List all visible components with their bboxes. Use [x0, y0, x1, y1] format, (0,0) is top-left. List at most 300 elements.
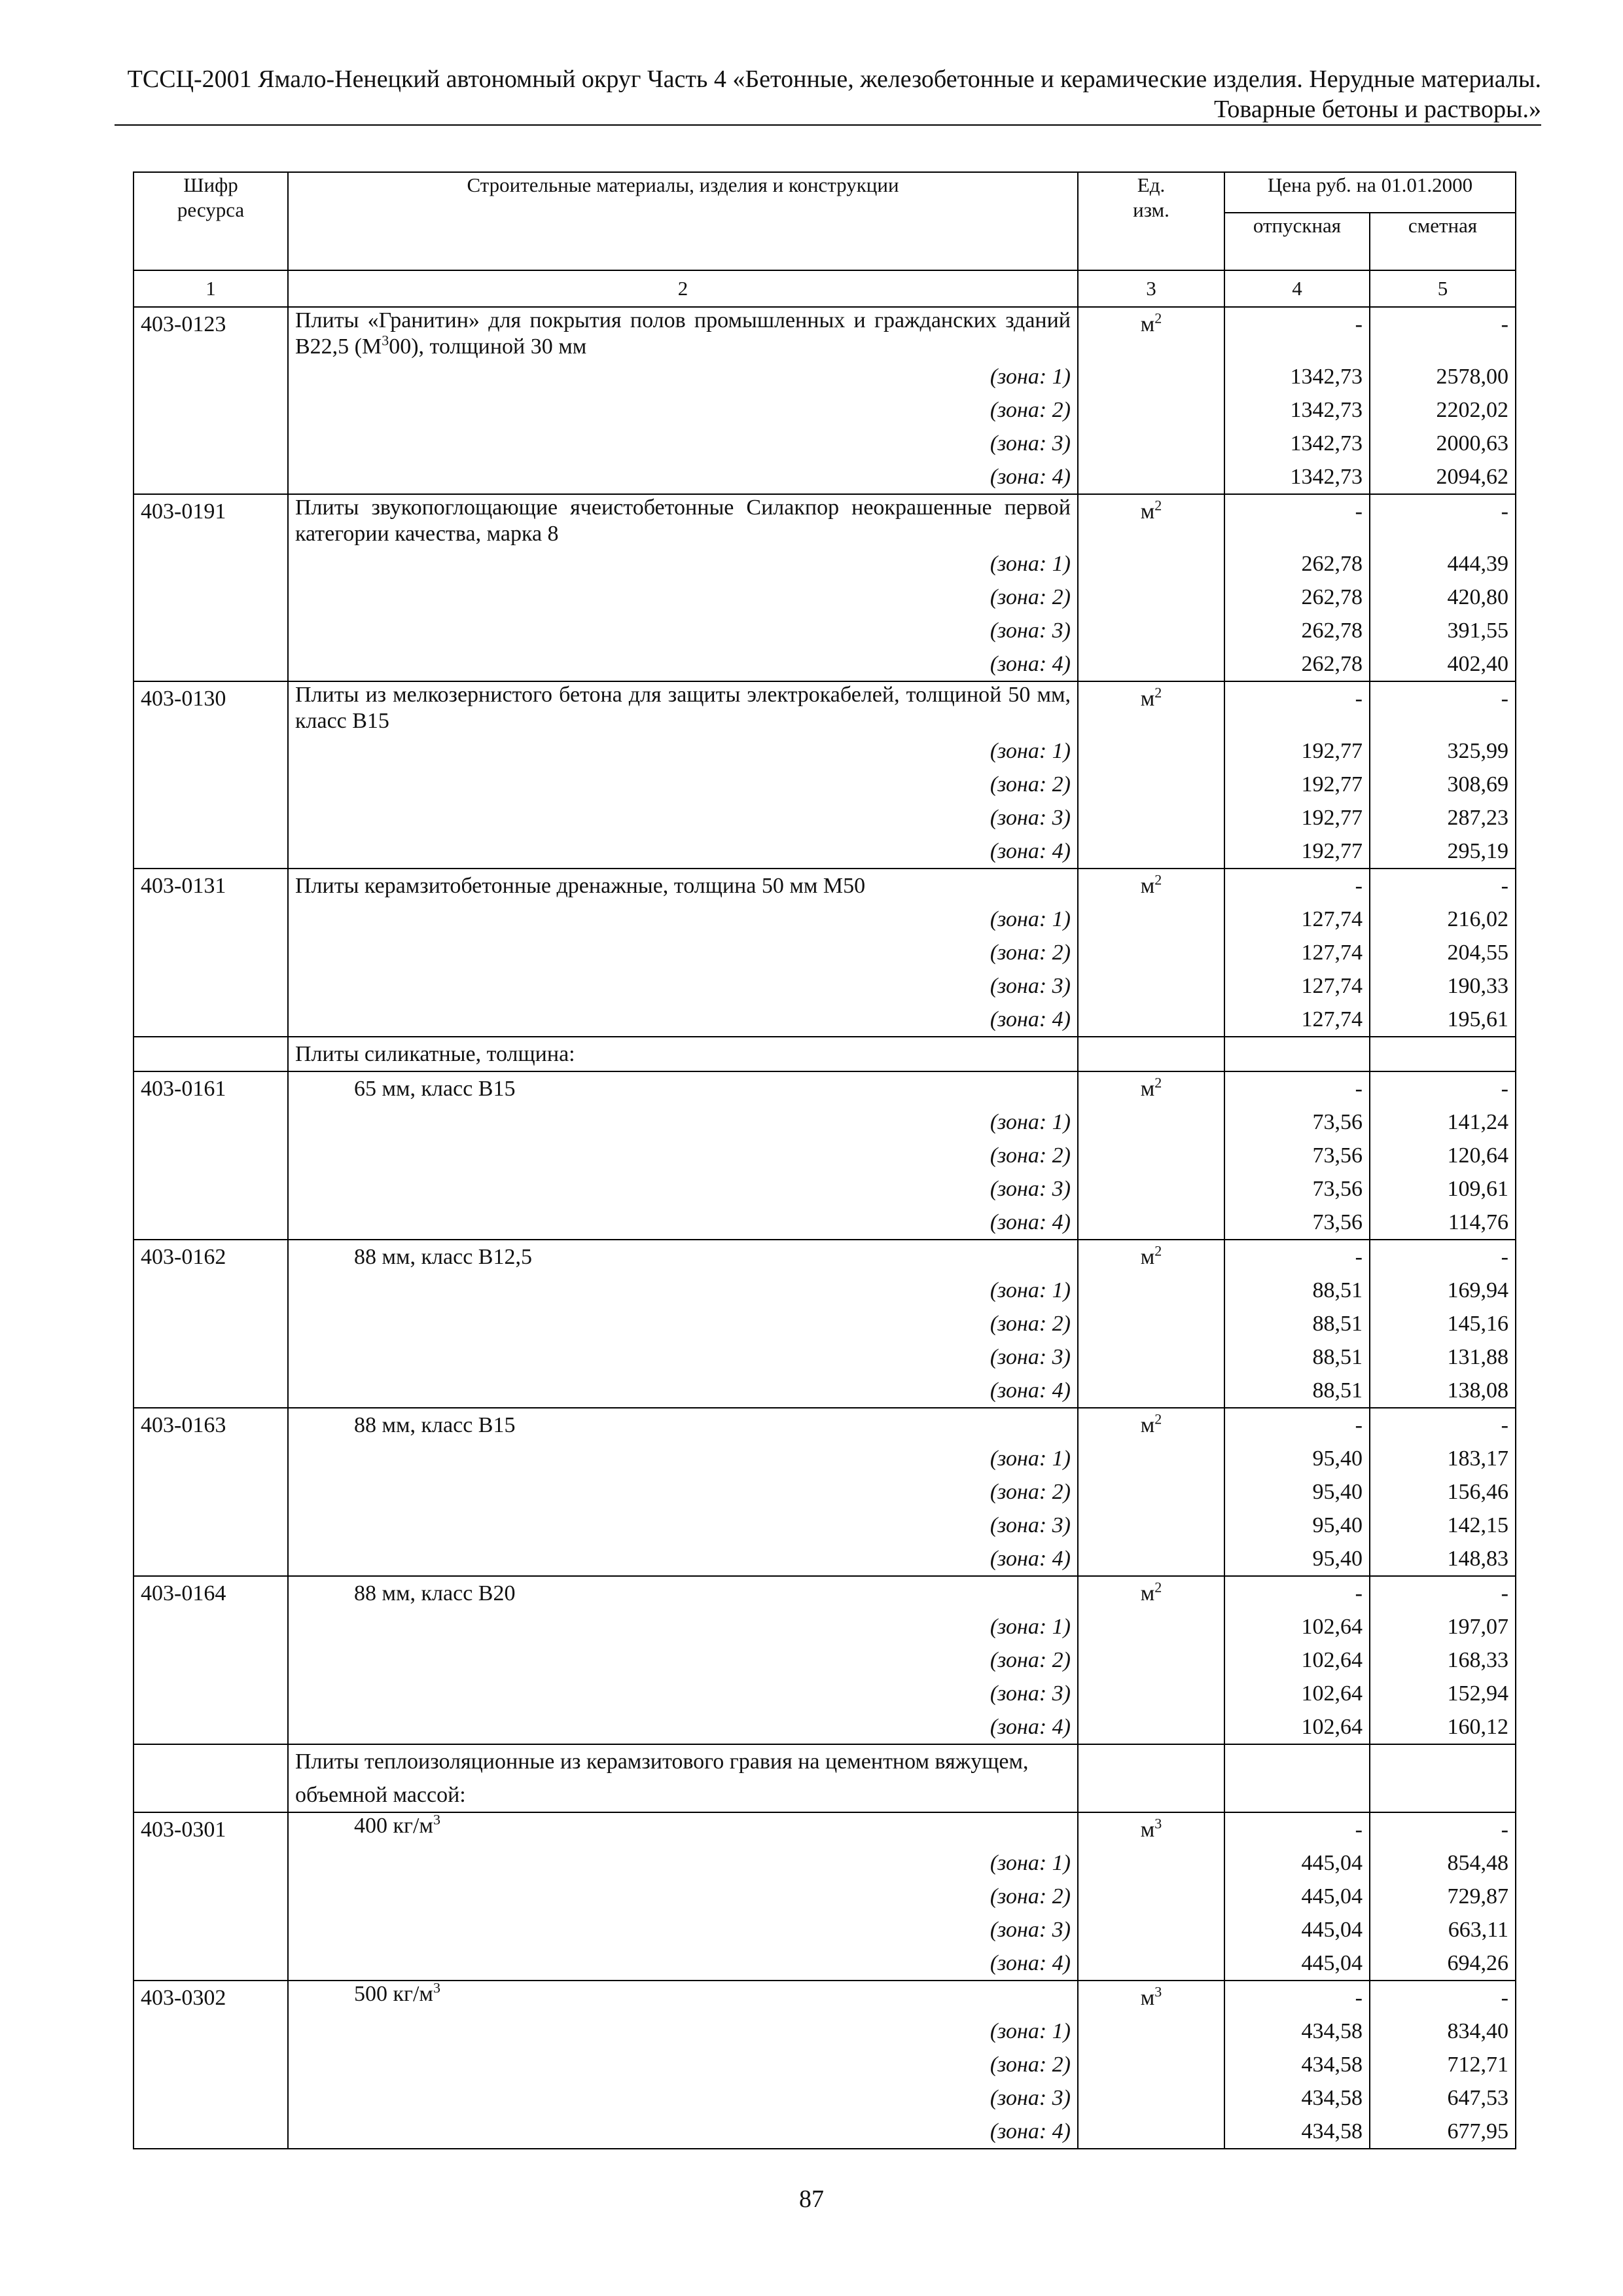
code-cell — [134, 1846, 288, 1880]
material-name: 88 мм, класс В12,5 — [288, 1240, 1078, 1274]
code-cell — [134, 1610, 288, 1643]
estimate-price: 197,07 — [1370, 1610, 1516, 1643]
release-price: 434,58 — [1224, 2115, 1370, 2149]
zone-label: (зона: 4) — [288, 834, 1078, 869]
group-row — [134, 1037, 1516, 1071]
release-price: 102,64 — [1224, 1710, 1370, 1744]
code-cell — [134, 734, 288, 768]
item-row — [134, 1981, 1516, 2015]
resource-code: 403-0161 — [134, 1071, 288, 1105]
code-cell — [134, 1710, 288, 1744]
estimate-price: 169,94 — [1370, 1274, 1516, 1307]
release-price: 102,64 — [1224, 1643, 1370, 1677]
zone-label: (зона: 4) — [288, 1206, 1078, 1240]
header-line-2: Товарные бетоны и растворы.» — [1214, 96, 1541, 123]
zone-row — [134, 1340, 1516, 1374]
code-cell — [134, 1307, 288, 1340]
release-price: - — [1224, 1576, 1370, 1610]
zone-label: (зона: 2) — [288, 1475, 1078, 1509]
unit-cell — [1078, 547, 1224, 581]
zone-label: (зона: 4) — [288, 1542, 1078, 1576]
code-cell — [134, 427, 288, 460]
release-price: 434,58 — [1224, 2048, 1370, 2081]
release-price: 127,74 — [1224, 903, 1370, 936]
zone-row — [134, 1610, 1516, 1643]
zone-label: (зона: 4) — [288, 1003, 1078, 1037]
release-price: 445,04 — [1224, 1913, 1370, 1946]
unit-cell: $м^2$ — [1078, 494, 1224, 547]
estimate-price: - — [1370, 1576, 1516, 1610]
release-price: - — [1224, 1408, 1370, 1442]
unit-cell — [1078, 1846, 1224, 1880]
estimate-price: 148,83 — [1370, 1542, 1516, 1576]
estimate-price: 2000,63 — [1370, 427, 1516, 460]
release-price: 127,74 — [1224, 936, 1370, 969]
release-price: 88,51 — [1224, 1274, 1370, 1307]
release-price: 445,04 — [1224, 1846, 1370, 1880]
release-price: 102,64 — [1224, 1677, 1370, 1710]
zone-row — [134, 647, 1516, 681]
release-price: 88,51 — [1224, 1374, 1370, 1408]
estimate-price: 677,95 — [1370, 2115, 1516, 2149]
zone-label: (зона: 1) — [288, 1105, 1078, 1139]
zone-row — [134, 547, 1516, 581]
release-price — [1224, 1037, 1370, 1071]
release-price: 95,40 — [1224, 1542, 1370, 1576]
price-table — [133, 171, 1516, 2149]
zone-row — [134, 969, 1516, 1003]
estimate-price: - — [1370, 1981, 1516, 2015]
material-name: Плиты керамзитобетонные дренажные, толщина 50 мм М50 — [288, 869, 1078, 903]
zone-row — [134, 768, 1516, 801]
zone-label: (зона: 2) — [288, 1643, 1078, 1677]
code-cell — [134, 614, 288, 647]
estimate-price: 138,08 — [1370, 1374, 1516, 1408]
release-price: 434,58 — [1224, 2081, 1370, 2115]
zone-label: (зона: 4) — [288, 1374, 1078, 1408]
unit-cell: $м^3$ — [1078, 1981, 1224, 2015]
estimate-price: 854,48 — [1370, 1846, 1516, 1880]
unit-cell — [1078, 2081, 1224, 2115]
zone-label: (зона: 1) — [288, 734, 1078, 768]
zone-row — [134, 1307, 1516, 1340]
release-price: 1342,73 — [1224, 360, 1370, 393]
col-release-header: отпускная — [1224, 213, 1370, 270]
release-price: 127,74 — [1224, 1003, 1370, 1037]
estimate-price: 141,24 — [1370, 1105, 1516, 1139]
release-price: 192,77 — [1224, 801, 1370, 834]
estimate-price: 391,55 — [1370, 614, 1516, 647]
unit-cell — [1078, 1509, 1224, 1542]
unit-cell: $м^2$ — [1078, 681, 1224, 734]
unit-cell — [1078, 1710, 1224, 1744]
unit-cell: $м^2$ — [1078, 307, 1224, 360]
code-cell — [134, 1206, 288, 1240]
code-cell — [134, 1744, 288, 1812]
resource-code: 403-0163 — [134, 1408, 288, 1442]
release-price: 262,78 — [1224, 614, 1370, 647]
estimate-price: 325,99 — [1370, 734, 1516, 768]
code-cell — [134, 1542, 288, 1576]
estimate-price: - — [1370, 307, 1516, 360]
zone-row — [134, 1542, 1516, 1576]
estimate-price: - — [1370, 1071, 1516, 1105]
unit-cell — [1078, 581, 1224, 614]
material-name: 400 $кг/м^3$ — [288, 1812, 1078, 1846]
estimate-price: 287,23 — [1370, 801, 1516, 834]
estimate-price: - — [1370, 869, 1516, 903]
zone-label: (зона: 2) — [288, 1307, 1078, 1340]
zone-row — [134, 1880, 1516, 1913]
release-price: 434,58 — [1224, 2015, 1370, 2048]
zone-row — [134, 2048, 1516, 2081]
unit-cell — [1078, 1442, 1224, 1475]
estimate-price: 152,94 — [1370, 1677, 1516, 1710]
code-cell — [134, 2015, 288, 2048]
material-name: 500 $кг/м^3$ — [288, 1981, 1078, 2015]
zone-row — [134, 1643, 1516, 1677]
page-number: 87 — [799, 2185, 824, 2213]
code-cell — [134, 460, 288, 494]
code-cell — [134, 1475, 288, 1509]
zone-label: (зона: 4) — [288, 1946, 1078, 1981]
resource-code: 403-0130 — [134, 681, 288, 734]
col-estimate-header: сметная — [1370, 213, 1516, 270]
unit-cell — [1078, 2048, 1224, 2081]
code-cell — [134, 1274, 288, 1307]
unit-cell — [1078, 801, 1224, 834]
code-cell — [134, 1880, 288, 1913]
resource-code: 403-0301 — [134, 1812, 288, 1846]
code-cell — [134, 1139, 288, 1172]
code-cell — [134, 1340, 288, 1374]
unit-cell — [1078, 936, 1224, 969]
zone-row — [134, 734, 1516, 768]
estimate-price: 647,53 — [1370, 2081, 1516, 2115]
release-price: 95,40 — [1224, 1475, 1370, 1509]
estimate-price: 216,02 — [1370, 903, 1516, 936]
col-price-header: Цена руб. на 01.01.2000 — [1224, 172, 1516, 213]
estimate-price — [1370, 1037, 1516, 1071]
unit-cell — [1078, 734, 1224, 768]
zone-row — [134, 1442, 1516, 1475]
item-row — [134, 307, 1516, 360]
zone-row — [134, 1946, 1516, 1981]
zone-label: (зона: 1) — [288, 1610, 1078, 1643]
release-price: 88,51 — [1224, 1340, 1370, 1374]
col-unit-header: Ед. изм. — [1078, 172, 1224, 270]
unit-cell: $м^2$ — [1078, 1408, 1224, 1442]
estimate-price: 308,69 — [1370, 768, 1516, 801]
zone-row — [134, 393, 1516, 427]
estimate-price: 712,71 — [1370, 2048, 1516, 2081]
release-price: 102,64 — [1224, 1610, 1370, 1643]
release-price: 1342,73 — [1224, 393, 1370, 427]
release-price: - — [1224, 1240, 1370, 1274]
unit-cell — [1078, 834, 1224, 869]
material-name: 65 мм, класс В15 — [288, 1071, 1078, 1105]
resource-code: 403-0123 — [134, 307, 288, 360]
zone-label: (зона: 2) — [288, 1139, 1078, 1172]
material-name: 88 мм, класс В20 — [288, 1576, 1078, 1610]
zone-row — [134, 1913, 1516, 1946]
col-number: 5 — [1370, 270, 1516, 307]
zone-row — [134, 1172, 1516, 1206]
code-cell — [134, 1677, 288, 1710]
group-name: Плиты теплоизоляционные из керамзитового гравия на цементном вяжущем, объемной массой: — [288, 1744, 1078, 1812]
code-cell — [134, 801, 288, 834]
unit-cell — [1078, 1206, 1224, 1240]
estimate-price: 2094,62 — [1370, 460, 1516, 494]
col-name-header: Строительные материалы, изделия и конструкции — [288, 172, 1078, 270]
zone-label: (зона: 1) — [288, 547, 1078, 581]
estimate-price: 2578,00 — [1370, 360, 1516, 393]
zone-label: (зона: 2) — [288, 1880, 1078, 1913]
release-price: 192,77 — [1224, 834, 1370, 869]
zone-label: (зона: 2) — [288, 768, 1078, 801]
unit-cell — [1078, 969, 1224, 1003]
item-row — [134, 681, 1516, 734]
unit-cell: $м^3$ — [1078, 1812, 1224, 1846]
resource-code: 403-0302 — [134, 1981, 288, 2015]
material-name: Плиты «Гранитин» для покрытия полов промышленных и гражданских зданий В22,5 $(М^300)$, толщиной 30 мм — [288, 307, 1078, 360]
resource-code: 403-0191 — [134, 494, 288, 547]
estimate-price: 190,33 — [1370, 969, 1516, 1003]
estimate-price: - — [1370, 1408, 1516, 1442]
estimate-price: - — [1370, 681, 1516, 734]
code-cell — [134, 903, 288, 936]
estimate-price: 295,19 — [1370, 834, 1516, 869]
header-line-1: ТССЦ-2001 Ямало-Ненецкий автономный округ Часть 4 «Бетонные, железобетонные и керамические изделия. Нерудные материалы. — [127, 65, 1541, 93]
item-row — [134, 1408, 1516, 1442]
zone-label: (зона: 4) — [288, 460, 1078, 494]
estimate-price: 694,26 — [1370, 1946, 1516, 1981]
code-cell — [134, 1003, 288, 1037]
item-row — [134, 1576, 1516, 1610]
unit-cell — [1078, 1105, 1224, 1139]
code-cell — [134, 581, 288, 614]
unit-cell — [1078, 427, 1224, 460]
estimate-price: 183,17 — [1370, 1442, 1516, 1475]
zone-label: (зона: 1) — [288, 360, 1078, 393]
unit-cell — [1078, 1340, 1224, 1374]
unit-cell — [1078, 1880, 1224, 1913]
zone-row — [134, 1274, 1516, 1307]
release-price: 127,74 — [1224, 969, 1370, 1003]
material-name: 88 мм, класс В15 — [288, 1408, 1078, 1442]
zone-label: (зона: 4) — [288, 1710, 1078, 1744]
code-cell — [134, 2081, 288, 2115]
zone-label: (зона: 3) — [288, 1509, 1078, 1542]
zone-row — [134, 1206, 1516, 1240]
zone-label: (зона: 2) — [288, 581, 1078, 614]
code-cell — [134, 768, 288, 801]
item-row — [134, 1071, 1516, 1105]
unit-cell — [1078, 1003, 1224, 1037]
code-cell — [134, 1913, 288, 1946]
code-cell — [134, 360, 288, 393]
estimate-price: - — [1370, 494, 1516, 547]
zone-row — [134, 360, 1516, 393]
zone-row — [134, 2115, 1516, 2149]
resource-code: 403-0162 — [134, 1240, 288, 1274]
col-number: 3 — [1078, 270, 1224, 307]
estimate-price: 834,40 — [1370, 2015, 1516, 2048]
release-price: - — [1224, 869, 1370, 903]
code-cell — [134, 1374, 288, 1408]
unit-cell — [1078, 1946, 1224, 1981]
release-price: 192,77 — [1224, 734, 1370, 768]
resource-code: 403-0131 — [134, 869, 288, 903]
unit-cell — [1078, 647, 1224, 681]
unit-cell — [1078, 614, 1224, 647]
zone-row — [134, 2081, 1516, 2115]
col-number: 2 — [288, 270, 1078, 307]
release-price: 73,56 — [1224, 1139, 1370, 1172]
zone-label: (зона: 3) — [288, 1913, 1078, 1946]
release-price: 445,04 — [1224, 1880, 1370, 1913]
zone-row — [134, 834, 1516, 869]
release-price: 262,78 — [1224, 581, 1370, 614]
release-price — [1224, 1744, 1370, 1812]
release-price: - — [1224, 1812, 1370, 1846]
zone-label: (зона: 3) — [288, 614, 1078, 647]
zone-label: (зона: 1) — [288, 903, 1078, 936]
col-code-header: Шифр ресурса — [134, 172, 288, 270]
unit-cell — [1078, 1475, 1224, 1509]
code-cell — [134, 1509, 288, 1542]
release-price: 192,77 — [1224, 768, 1370, 801]
item-row — [134, 1812, 1516, 1846]
estimate-price: 168,33 — [1370, 1643, 1516, 1677]
group-row — [134, 1744, 1516, 1812]
zone-row — [134, 1475, 1516, 1509]
unit-cell — [1078, 1139, 1224, 1172]
unit-cell — [1078, 1307, 1224, 1340]
group-name: Плиты силикатные, толщина: — [288, 1037, 1078, 1071]
unit-cell — [1078, 460, 1224, 494]
zone-row — [134, 1374, 1516, 1408]
code-cell — [134, 969, 288, 1003]
code-cell — [134, 1946, 288, 1981]
zone-row — [134, 460, 1516, 494]
unit-cell — [1078, 1542, 1224, 1576]
release-price: - — [1224, 307, 1370, 360]
zone-row — [134, 1677, 1516, 1710]
item-row — [134, 1240, 1516, 1274]
col-number: 1 — [134, 270, 288, 307]
zone-row — [134, 427, 1516, 460]
estimate-price: - — [1370, 1812, 1516, 1846]
estimate-price: 109,61 — [1370, 1172, 1516, 1206]
release-price: - — [1224, 681, 1370, 734]
zone-label: (зона: 3) — [288, 1677, 1078, 1710]
release-price: 95,40 — [1224, 1509, 1370, 1542]
estimate-price: 2202,02 — [1370, 393, 1516, 427]
zone-label: (зона: 3) — [288, 1340, 1078, 1374]
resource-code: 403-0164 — [134, 1576, 288, 1610]
unit-cell — [1078, 1643, 1224, 1677]
zone-label: (зона: 3) — [288, 427, 1078, 460]
estimate-price — [1370, 1744, 1516, 1812]
unit-cell — [1078, 2015, 1224, 2048]
zone-label: (зона: 2) — [288, 936, 1078, 969]
estimate-price: 444,39 — [1370, 547, 1516, 581]
code-cell — [134, 834, 288, 869]
code-cell — [134, 1172, 288, 1206]
estimate-price: 156,46 — [1370, 1475, 1516, 1509]
code-cell — [134, 1105, 288, 1139]
zone-label: (зона: 1) — [288, 2015, 1078, 2048]
release-price: 73,56 — [1224, 1105, 1370, 1139]
estimate-price: 145,16 — [1370, 1307, 1516, 1340]
material-name: Плиты из мелкозернистого бетона для защиты электрокабелей, толщиной 50 мм, класс В15 — [288, 681, 1078, 734]
estimate-price: 131,88 — [1370, 1340, 1516, 1374]
unit-cell: $м^2$ — [1078, 1576, 1224, 1610]
unit-cell — [1078, 1274, 1224, 1307]
code-cell — [134, 393, 288, 427]
zone-label: (зона: 1) — [288, 1274, 1078, 1307]
zone-label: (зона: 1) — [288, 1846, 1078, 1880]
code-cell — [134, 1643, 288, 1677]
estimate-price: 142,15 — [1370, 1509, 1516, 1542]
unit-cell — [1078, 903, 1224, 936]
item-row — [134, 869, 1516, 903]
zone-label: (зона: 2) — [288, 393, 1078, 427]
estimate-price: 204,55 — [1370, 936, 1516, 969]
zone-row — [134, 2015, 1516, 2048]
zone-row — [134, 1710, 1516, 1744]
release-price: - — [1224, 494, 1370, 547]
code-cell — [134, 1442, 288, 1475]
col-number: 4 — [1224, 270, 1370, 307]
running-header — [115, 64, 1541, 124]
unit-cell: $м^2$ — [1078, 1240, 1224, 1274]
zone-label: (зона: 4) — [288, 2115, 1078, 2149]
table-header — [134, 172, 1516, 307]
zone-row — [134, 903, 1516, 936]
unit-cell — [1078, 1172, 1224, 1206]
code-cell — [134, 2048, 288, 2081]
unit-cell — [1078, 2115, 1224, 2149]
estimate-price: 420,80 — [1370, 581, 1516, 614]
estimate-price: 663,11 — [1370, 1913, 1516, 1946]
zone-row — [134, 1139, 1516, 1172]
estimate-price: 402,40 — [1370, 647, 1516, 681]
zone-label: (зона: 2) — [288, 2048, 1078, 2081]
release-price: - — [1224, 1071, 1370, 1105]
unit-cell — [1078, 1677, 1224, 1710]
zone-row — [134, 1105, 1516, 1139]
material-name: Плиты звукопоглощающие ячеистобетонные Силакпор неокрашенные первой категории качества, марка 8 — [288, 494, 1078, 547]
release-price: 445,04 — [1224, 1946, 1370, 1981]
zone-label: (зона: 3) — [288, 969, 1078, 1003]
estimate-price: - — [1370, 1240, 1516, 1274]
zone-row — [134, 801, 1516, 834]
zone-label: (зона: 4) — [288, 647, 1078, 681]
zone-row — [134, 1003, 1516, 1037]
zone-row — [134, 1509, 1516, 1542]
zone-label: (зона: 3) — [288, 1172, 1078, 1206]
code-cell — [134, 647, 288, 681]
unit-cell — [1078, 1374, 1224, 1408]
release-price: 262,78 — [1224, 647, 1370, 681]
header-rule — [115, 124, 1541, 126]
estimate-price: 729,87 — [1370, 1880, 1516, 1913]
estimate-price: 114,76 — [1370, 1206, 1516, 1240]
item-row — [134, 494, 1516, 547]
unit-cell: $м^2$ — [1078, 869, 1224, 903]
